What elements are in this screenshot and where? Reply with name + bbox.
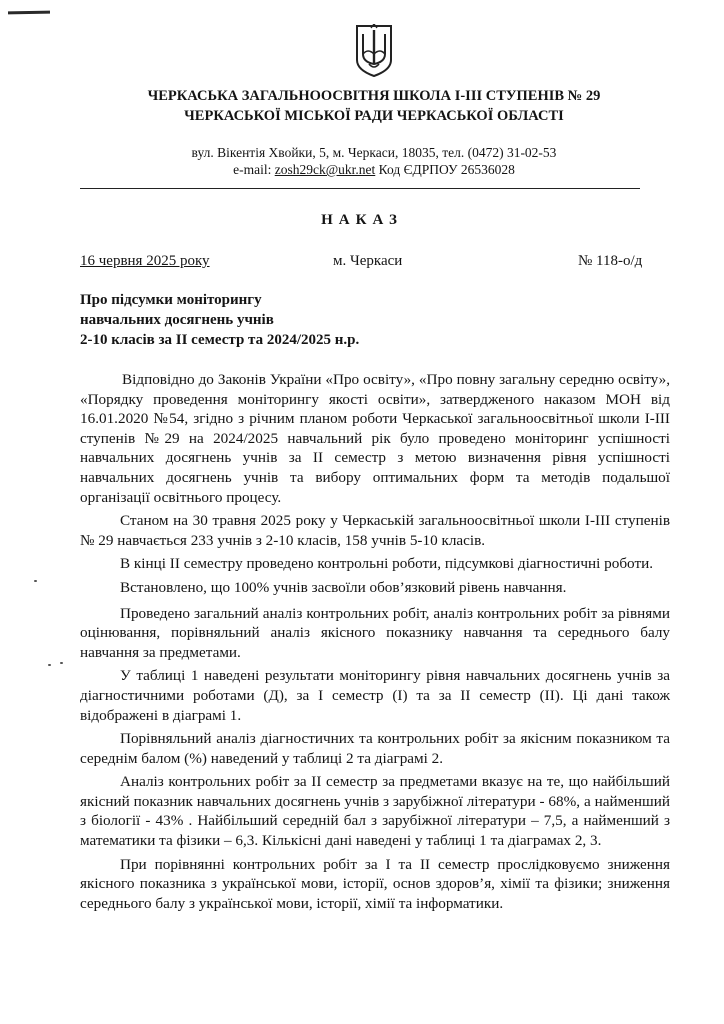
scan-speck <box>34 580 37 582</box>
body-paragraph: Порівняльний аналіз діагностичних та контрольних робіт за якісним показником та середнім балом (%) наведений у таблиці 2 та діаграмі 2. <box>80 730 670 767</box>
email-label: e-mail: <box>233 162 272 177</box>
scan-speck <box>48 664 51 666</box>
header-divider <box>80 188 640 189</box>
document-title: НАКАЗ <box>321 212 403 228</box>
order-body <box>80 370 670 917</box>
body-paragraph: Встановлено, що 100% учнів засвоїли обов’язковий рівень навчання. <box>120 578 567 596</box>
subject-line: Про підсумки моніторингу <box>80 292 262 308</box>
order-city: м. Черкаси <box>333 253 403 269</box>
order-number: № 118-о/д <box>578 253 643 269</box>
body-paragraph: У таблиці 1 наведені результати моніторингу рівня навчальних досягнень учнів за діагностичними роботами (Д), за І семестр (І) та за ІІ семестр (ІІ). Ці дані також відображені в діаграмі 1. <box>80 667 670 724</box>
scan-speck <box>60 662 63 664</box>
order-date: 16 червня 2025 року <box>80 253 210 269</box>
school-address: вул. Вікентія Хвойки, 5, м. Черкаси, 18035, тел. (0472) 31-02-53 <box>191 145 557 160</box>
email-link[interactable]: zosh29ck@ukr.net <box>274 162 376 177</box>
trident-emblem-icon <box>355 24 393 78</box>
body-paragraph: Станом на 30 травня 2025 року у Черкаській загальноосвітньої школи І-ІІІ ступенів № 29 навчається 233 учнів з 2-10 класів, 158 учнів 5-10 класів. <box>80 512 670 549</box>
scan-mark <box>8 11 50 15</box>
subject-line: навчальних досягнень учнів <box>80 312 274 328</box>
body-paragraph: В кінці ІІ семестру проведено контрольні роботи, підсумкові діагностичні роботи. <box>120 555 654 573</box>
edrpou-code: Код ЄДРПОУ 26536028 <box>378 162 515 177</box>
school-name-line1: ЧЕРКАСЬКА ЗАГАЛЬНООСВІТНЯ ШКОЛА І-ІІІ СТУПЕНІВ № 29 <box>147 88 601 104</box>
body-paragraph: При порівнянні контрольних робіт за І та ІІ семестр прослідковуємо зниження якісного показника з української мови, історії, основ здоров’я, хімії та фізики; зниження середнього балу з української мови, історії, хімії та інформатики. <box>80 855 670 912</box>
body-paragraph: Аналіз контрольних робіт за ІІ семестр за предметами вказує на те, що найбільший якісний показник навчальних досягнень учнів з зарубіжної літератури - 68%, а найменший з біології - 43% . Найбільший середній бал з зарубіжної літератури – 7,5, а найменший з математики та фізики – 6,3. Кількісні дані наведені у таблиці 1 та діаграмах 2, 3. <box>80 773 670 850</box>
subject-line: 2-10 класів за II семестр та 2024/2025 н.р. <box>80 332 360 348</box>
school-name-line2: ЧЕРКАСЬКОЇ МІСЬКОЇ РАДИ ЧЕРКАСЬКОЇ ОБЛАСТІ <box>184 108 564 124</box>
body-paragraph: Відповідно до Законів України «Про освіту», «Про повну загальну середню освіту», «Порядку проведення моніторингу якості освіти», затвердженого наказом МОН від 16.01.2020 №54, згідно з річним планом роботи Черкаської загальноосвітньої школи І-ІІІ ступенів №29 на 2024/2025 навчальний рік було проведено моніторинг успішності навчальних досягнень учнів за ІІ семестр з метою визначення рівня успішності навчальних досягнень учнів та вибору оптимальних форм та методів подальшої організації освітнього процесу. <box>80 371 670 506</box>
body-paragraph: Проведено загальний аналіз контрольних робіт, аналіз контрольних робіт за рівнями оцінювання, порівняльний аналіз якісного показнику навчання та середнього балу навчання за предметами. <box>80 604 670 661</box>
contact-line <box>12 162 724 178</box>
order-subject <box>80 290 359 350</box>
